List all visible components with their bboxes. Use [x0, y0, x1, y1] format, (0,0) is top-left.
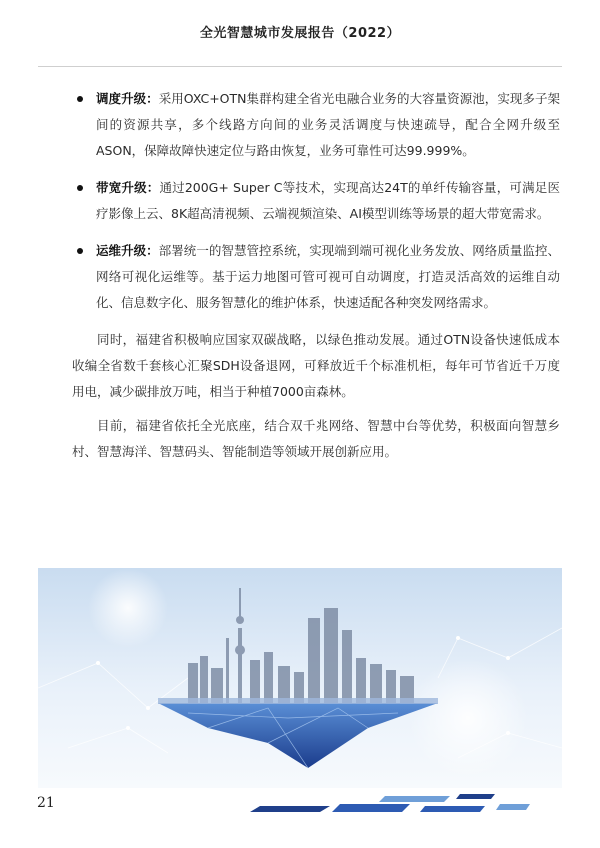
- bullet-dot-icon: [77, 248, 83, 254]
- bullet-item-scheduling: [72, 86, 560, 164]
- bullet-item-operations: [72, 238, 560, 316]
- page-number: 21: [37, 795, 55, 811]
- bullet-text: 采用OXC+OTN集群构建全省光电融合业务的大容量资源池，实现多子架间的资源共享，多个线路方向间的业务灵活调度与快速疏导，配合全网升级至ASON，保障故障快速定位与路由恢复，业务可靠性可达99.999%。: [96, 91, 560, 158]
- bullet-title: 调度升级：: [96, 91, 159, 106]
- bullet-item-bandwidth: [72, 175, 560, 227]
- city-skyline-illustration: [38, 568, 562, 788]
- bullet-title: 运维升级：: [96, 243, 159, 258]
- paragraph-current: 目前，福建省依托全光底座，结合双千兆网络、智慧中台等优势，积极面向智慧乡村、智慧海洋、智慧码头、智能制造等领域开展创新应用。: [72, 418, 560, 459]
- bullet-dot-icon: [77, 185, 83, 191]
- report-body: [72, 86, 560, 473]
- bullet-title: 带宽升级：: [96, 180, 160, 195]
- page-header: 全光智慧城市发展报告（2022）: [199, 26, 401, 41]
- footer-decoration: [240, 790, 540, 814]
- header-divider: [38, 66, 562, 67]
- bullet-dot-icon: [77, 96, 83, 102]
- bullet-text: 部署统一的智慧管控系统，实现端到端可视化业务发放、网络质量监控、网络可视化运维等。基于运力地图可管可视可自动调度，打造灵活高效的运维自动化、信息数字化、服务智慧化的维护体系，快速适配各种突发网络需求。: [96, 243, 560, 310]
- bullet-text: 通过200G+ Super C等技术，实现高达24T的单纤传输容量，可满足医疗影像上云、8K超高清视频、云端视频渲染、AI模型训练等场景的超大带宽需求。: [96, 180, 560, 221]
- paragraph-carbon: 同时，福建省积极响应国家双碳战略，以绿色推动发展。通过OTN设备快速低成本收编全省数千套核心汇聚SDH设备退网，可释放近千个标准机柜，每年可节省近千万度用电，减少碳排放万吨，相当于种植7000亩森林。: [72, 332, 560, 399]
